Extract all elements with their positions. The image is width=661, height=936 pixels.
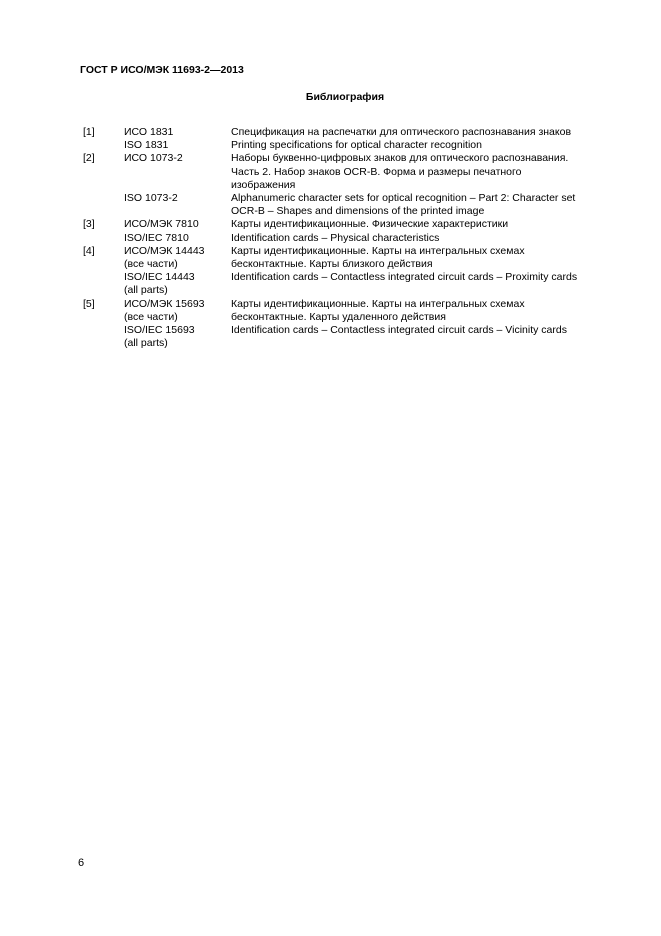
reference-row — [83, 232, 613, 245]
standard-code: ISO/IEC 7810 — [124, 231, 189, 244]
standard-title: Identification cards – Contactless integrated circuit cards – Proximity cards — [231, 271, 578, 284]
standard-code: ISO/IEC 14443 (all parts) — [124, 271, 195, 297]
standard-code: ИСО 1831 — [124, 126, 174, 138]
standard-title: Printing specifications for optical character recognition — [231, 139, 482, 152]
bibliography-list — [83, 126, 613, 350]
standard-code: ИСО 1073-2 — [124, 152, 183, 165]
page-number: 6 — [78, 857, 85, 869]
reference-row — [83, 298, 613, 324]
standard-title: Наборы буквенно-цифровых знаков для оптического распознавания. Часть 2. Набор знаков OCR-B. Форма и размеры печатного изображения — [231, 152, 569, 191]
reference-row — [83, 324, 613, 350]
reference-row — [83, 271, 613, 297]
standard-code: ISO/IEC 15693 (all parts) — [124, 324, 195, 350]
standard-code: ИСО/МЭК 15693 (все части) — [124, 297, 205, 323]
reference-row — [83, 139, 613, 152]
document-code-header: ГОСТ Р ИСО/МЭК 11693-2—2013 — [80, 64, 244, 76]
reference-row — [83, 152, 613, 192]
reference-row — [83, 218, 613, 231]
reference-row — [83, 245, 613, 271]
standard-code: ISO 1073-2 — [124, 192, 178, 205]
reference-row — [83, 126, 613, 139]
bibliography-title: Библиография — [305, 91, 385, 103]
reference-number: [3] — [83, 218, 95, 231]
standard-title: Identification cards – Contactless integrated circuit cards – Vicinity cards — [231, 324, 567, 337]
standard-title: Карты идентификационные. Карты на интегральных схемах бесконтактные. Карты удаленного действия — [231, 297, 525, 323]
standard-title: Alphanumeric character sets for optical recognition – Part 2: Character set OCR-B – Shapes and dimensions of the printed image — [231, 192, 576, 218]
standard-title: Спецификация на распечатки для оптического распознавания знаков — [231, 126, 572, 138]
standard-code: ISO 1831 — [124, 139, 169, 152]
standard-code: ИСО/МЭК 7810 — [124, 218, 199, 231]
reference-number: [5] — [83, 297, 95, 310]
standard-title: Identification cards – Physical characteristics — [231, 231, 440, 244]
reference-row — [83, 192, 613, 218]
standard-title: Карты идентификационные. Карты на интегральных схемах бесконтактные. Карты близкого действия — [231, 244, 525, 271]
standard-title: Карты идентификационные. Физические характеристики — [231, 218, 509, 231]
reference-number: [4] — [83, 244, 95, 257]
standard-code: ИСО/МЭК 14443 (все части) — [124, 244, 205, 271]
reference-number: [2] — [83, 152, 95, 165]
reference-number: [1] — [83, 126, 95, 138]
